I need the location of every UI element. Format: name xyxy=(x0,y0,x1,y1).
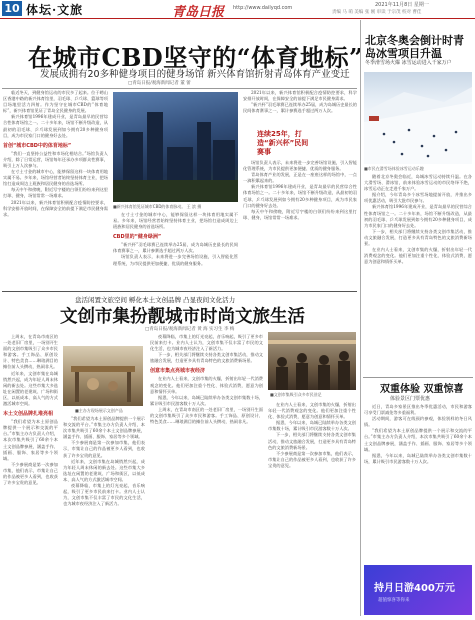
paragraph: 每天中午和傍晚，附近写字楼的白领们纷纷来到这里打球、健身，场馆常常一场难求。 xyxy=(243,208,357,220)
article-column xyxy=(113,212,238,287)
paragraph: 在业内人士看来，文创市集的火爆，折射出年轻一代消费观念的变化。他们更加注重个性化、体验式消费，愿意为创意和情怀买单。 xyxy=(364,247,472,265)
paragraph: 新兴体育馆1996年建成开业，是青岛最早的民营综合性体育场馆之一。二十多年来，场馆不断升级改造，从最初的羽毛球、乒乓球发展到如今拥有20多种健身项目，成为市民家门口的健身好去处。 xyxy=(3,114,108,138)
article-column xyxy=(150,334,263,616)
section-title: 体坛·文旅 xyxy=(26,3,84,17)
dateline: 2021年11月8日 星期一 xyxy=(375,2,429,8)
advertisement-banner[interactable] xyxy=(364,565,472,615)
paragraph: 在业内人士看来，文创市集的火爆，折射出年轻一代消费观念的变化。他们更加注重个性化、体验式消费，愿意为创意和情怀买单。 xyxy=(150,376,263,394)
paragraph: 据悉，今年以来，岛城已陆续举办各类文创市集数十场，累计吸引市民游客数十万人次。 xyxy=(268,420,356,432)
page-number: 10 xyxy=(2,1,22,16)
paragraph: 下一步，相关部门将继续支持各类文创市集活动，推动文旅融合发展，打造更多具有青岛特色的文旅消费新场景。 xyxy=(150,352,263,364)
column-divider xyxy=(360,20,361,616)
paragraph: 青岛体育产业的发展，正是在一座座这样的场馆中，一点一滴积累起来的。 xyxy=(243,172,357,184)
article-column xyxy=(63,416,145,616)
paragraph: 临近冬天，到健身馆运动的市民多了起来。位于崂山区香港中路的新兴体育馆里，羽毛球、乒乓球、篮球等项目场地里活力四射。作为坚守在城市CBD的“体育地标”，新兴体育馆见证了青岛全民健身的发展。 xyxy=(3,90,108,114)
article-photo-3[interactable] xyxy=(268,332,356,390)
paragraph: 2021年以来，新兴体育馆积极配合疫情防控要求，科学安排开放时间，在保障安全的前提下满足市民健身需求。 xyxy=(3,199,108,217)
paragraph: 据悉，今年以来，岛城已陆续举办各类文创市集数十场，累计吸引市民游客数十万人次。 xyxy=(150,394,263,406)
side-headline[interactable]: 北京冬奥会倒计时青岛冰雪项目升温 xyxy=(365,34,464,60)
section-subhead: CBD里的“健身绿洲” xyxy=(113,234,162,241)
side-subtitle: 冬季滑雪场火爆 冰雪运动进入千家万户 xyxy=(365,60,452,66)
article-kicker: 盘活闲置文旅空间 孵化本土文创品牌 凸显夜间文化活力 xyxy=(75,296,236,304)
paragraph: 每天中午和傍晚，附近写字楼的白领们纷纷来到这里打球、健身，场馆常常一场难求。 xyxy=(3,187,108,199)
article-column xyxy=(3,90,108,290)
article-headline[interactable]: 在城市CBD坚守的“体育地标” xyxy=(28,43,364,72)
side-headline-2[interactable]: 双重体验 双重惊喜 xyxy=(380,384,464,395)
paragraph: “我们希望为本土原创品牌提供一个展示和交流的平台。”市集主办方负责人介绍，本次市集共吸引了60余个本土文创品牌参展，涵盖手作、插画、服饰、家居等多个领域。 xyxy=(3,419,58,461)
divider xyxy=(2,88,357,89)
article-column xyxy=(243,90,357,128)
paragraph: 据介绍，今年青岛多个冰雪场地提前开放，并推出多项优惠活动，吸引大批市民参与。 xyxy=(364,192,472,204)
paragraph: 下一步，相关部门将继续支持各类文创市集活动，推动文旅融合发展，打造更多具有青岛特色的文旅消费新场景。 xyxy=(364,228,472,247)
newspaper-logo: 青岛日报 xyxy=(172,5,225,20)
site-url[interactable]: http://www.dailyqd.com xyxy=(233,5,293,11)
paragraph: 新兴体育馆1996年建成开业，是青岛最早的民营综合性体育场馆之一。二十多年来，场馆不断升级改造，从最初的羽毛球、乒乓球发展到如今拥有20多种健身项目，成为市民家门口的健身好去处。 xyxy=(243,184,357,208)
paragraph: “我们希望为本土原创品牌提供一个展示和交流的平台。”市集主办方负责人介绍，本次市集共吸引了60余个本土文创品牌参展，涵盖手作、插画、服饰、家居等多个领域。 xyxy=(63,416,145,440)
paragraph: 近日，青岛多家景区推出冬季优惠活动，市民和游客可享受门票减免等多重福利。 xyxy=(364,404,472,416)
paragraph: 2021年以来，新兴体育馆积极配合疫情防控要求，科学安排开放时间，在保障安全的前提下满足市民健身需求。 xyxy=(243,90,357,102)
photo-caption: ■新兴体育馆见证城市CBD的体育脉动。 王 滨 摄 xyxy=(113,204,202,209)
paragraph: 不少参展商是第一次参加市集，他们表示，市集让自己的作品被更多人看到，也收获了许多宝贵的意见。 xyxy=(63,440,145,458)
article-headline-2[interactable]: 文创市集扮靓城市时尚文旅生活 xyxy=(60,307,305,327)
ground-shape xyxy=(113,180,238,202)
market-stall-illustration xyxy=(63,346,143,406)
ski-slope-illustration xyxy=(364,72,472,164)
paragraph: 下一步，相关部门将继续支持各类文创市集活动，推动文旅融合发展，打造更多具有青岛特色的文旅消费新场景。 xyxy=(268,432,356,450)
paragraph: 随着北京冬奥会临近，岛城冰雪运动持续升温。在各大滑雪场、滑冰馆，前来体验冰雪运动的市民络绎不绝，冰雪运动正在走进千家万户。 xyxy=(364,174,472,192)
article-byline: □青岛日报/观海新闻记者 董 蕾 xyxy=(128,81,191,86)
paragraph: 在寸土寸金的城市中心，能够保留这样一块体育用地实属不易。多年来，场馆经营者始终坚持体育主业，把场馆打造成周边上班族和居民健身的首选场所。 xyxy=(3,169,108,187)
paragraph: 夜幕降临，市集上的灯光亮起，音乐响起，吸引了更多市民前来打卡。业内人士认为，文创市集不仅丰富了市民的文化生活，也为城市夜经济注入了新活力。 xyxy=(63,483,145,507)
paragraph: “新兴杯”羽毛球赛已连续举办25届，成为岛城历史最长的民间体育赛事之一，累计参赛选手超过两万人次。 xyxy=(113,242,238,254)
pull-quote: 连续25年，打造“新兴杯”民间赛事 xyxy=(257,130,309,156)
paragraph: “我们希望为本土原创品牌提供一个展示和交流的平台。”市集主办方负责人介绍，本次市集共吸引了60余个本土文创品牌参展，涵盖手作、插画、服饰、家居等多个领域。 xyxy=(364,428,472,452)
paragraph: “我们一直坚持公益性和市场化相结合。”场馆负责人介绍，除了日常运营，场馆每年还承办多项群众性赛事，吸引上万人次参与。 xyxy=(3,150,108,168)
paragraph: 不少参展商是第一次参加市集，他们表示，市集让自己的作品被更多人看到，也收获了许多宝贵的意见。 xyxy=(268,450,356,468)
side-photo[interactable] xyxy=(364,72,472,164)
side-subtitle-2: 体验景区门票优惠 xyxy=(390,396,431,402)
paragraph: 场馆负责人表示，未来将进一步完善场馆设施，引入智能化管理系统，为市民提供更加便捷、优质的健身服务。 xyxy=(243,160,357,172)
paragraph: 活动期间，游客可在线预约参观，体验别样的冬日风情。 xyxy=(364,416,472,428)
side-article-column xyxy=(364,404,472,560)
article-column xyxy=(268,402,356,616)
editors-line: 责编 马 萌 美编 张 刚 审读 于宗茂 校对 曹佳 xyxy=(332,10,422,15)
divider xyxy=(2,291,357,292)
paragraph: 近年来，文创市集在岛城悄然兴起，成为年轻人周末休闲的新去处。这些市集大多选址在闲置的老建筑、广场和街区，以低成本、高人气的方式激活城市空间。 xyxy=(63,458,145,482)
photo-caption: ■文创市集吸引众多市民驻足 xyxy=(270,392,322,397)
section-subhead: 创意市集点亮城市夜经济 xyxy=(150,368,206,375)
article-photo[interactable] xyxy=(113,92,238,202)
paragraph: 上周末，在青岛市南区的一处老旧厂房里，一场别开生面的文创市集吸引了众多市民和游客。手工饰品、原创设计、特色美食……琳琅满目的摊位前人头攒动，热闹非凡。 xyxy=(150,406,263,425)
section-subhead: 首创“城市CBD中的体育地标” xyxy=(3,142,72,149)
article-byline-2: □青岛日报/观海新闻记者 黄 海 实习生 李 梅 xyxy=(145,327,235,332)
ad-headline: 持月日游400万元 xyxy=(374,583,455,594)
paragraph: 上周末，在青岛市南区的一处老旧厂房里，一场别开生面的文创市集吸引了众多市民和游客。手工饰品、原创设计、特色美食……琳琅满目的摊位前人头攒动，热闹非凡。 xyxy=(3,334,58,370)
article-column xyxy=(243,160,357,288)
article-column xyxy=(3,334,58,616)
paragraph: 在业内人士看来，文创市集的火爆，折射出年轻一代消费观念的变化。他们更加注重个性化、体验式消费，愿意为创意和情怀买单。 xyxy=(268,402,356,420)
photo-caption: ■主办方现场展示文创产品 xyxy=(75,408,123,413)
paragraph: 在寸土寸金的城市中心，能够保留这样一块体育用地实属不易。多年来，场馆经营者始终坚持体育主业，把场馆打造成周边上班族和居民健身的首选场所。 xyxy=(113,212,238,230)
paragraph: 据悉，今年以来，岛城已陆续举办各类文创市集数十场，累计吸引市民游客数十万人次。 xyxy=(364,452,472,464)
paragraph: 夜幕降临，市集上的灯光亮起，音乐响起，吸引了更多市民前来打卡。业内人士认为，文创市集不仅丰富了市民的文化生活，也为城市夜经济注入了新活力。 xyxy=(150,334,263,352)
side-article-column xyxy=(364,174,472,374)
divider xyxy=(363,377,473,378)
paragraph: 新兴体育馆1996年建成开业，是青岛最早的民营综合性体育场馆之一。二十多年来，场馆不断升级改造，从最初的羽毛球、乒乓球发展到如今拥有20多种健身项目，成为市民家门口的健身好去处。 xyxy=(364,204,472,228)
paragraph: 场馆负责人表示，未来将进一步完善场馆设施，引入智能化管理系统，为市民提供更加便捷、优质的健身服务。 xyxy=(113,254,238,266)
ad-subline: 超值惊喜等你来 xyxy=(378,598,410,603)
section-subhead: 本土文创品牌扎堆亮相 xyxy=(3,411,54,418)
paragraph: 近年来，文创市集在岛城悄然兴起，成为年轻人周末休闲的新去处。这些市集大多选址在闲置的老建筑、广场和街区，以低成本、高人气的方式激活城市空间。 xyxy=(3,370,58,407)
paragraph: 不少参展商是第一次参加市集，他们表示，市集让自己的作品被更多人看到，也收获了许多宝贵的意见。 xyxy=(3,461,58,486)
article-subtitle: 发展成拥有20多种健身项目的健身场馆 新兴体育馆折射青岛体育产业变迁 xyxy=(40,69,350,80)
photo-caption: ■市民在滑雪场体验冰雪运动乐趣 xyxy=(364,166,424,171)
article-photo-2[interactable] xyxy=(63,346,143,406)
crowd-illustration xyxy=(268,332,356,390)
paragraph: “新兴杯”羽毛球赛已连续举办25届，成为岛城历史最长的民间体育赛事之一，累计参赛选手超过两万人次。 xyxy=(243,102,357,114)
